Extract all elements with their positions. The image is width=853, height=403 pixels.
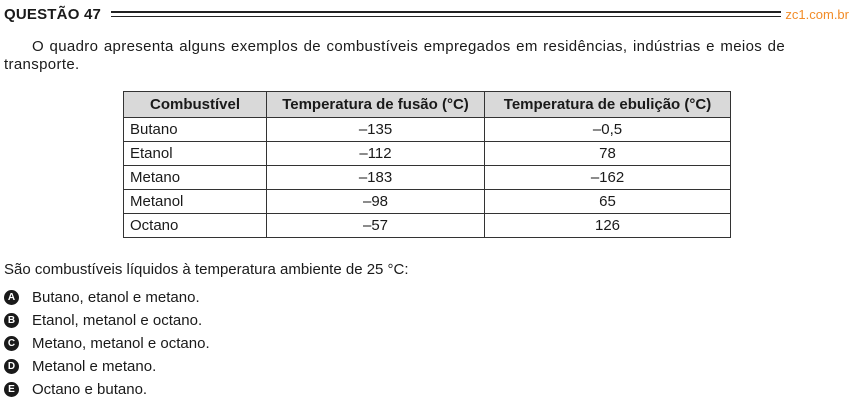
cell-fuel: Butano	[124, 118, 267, 142]
question-prompt: São combustíveis líquidos à temperatura ambiente de 25 °C:	[4, 261, 409, 278]
cell-boiling: 65	[485, 190, 731, 214]
cell-boiling: 126	[485, 214, 731, 238]
question-header	[4, 4, 849, 24]
table-row	[124, 190, 731, 214]
col-header-boiling: Temperatura de ebulição (°C)	[485, 92, 731, 118]
cell-fuel: Etanol	[124, 142, 267, 166]
cell-fuel: Octano	[124, 214, 267, 238]
option-text: Octano e butano.	[32, 381, 148, 398]
option-letter-badge: C	[4, 336, 19, 351]
option-e[interactable]	[4, 378, 210, 401]
cell-melting: –112	[267, 142, 485, 166]
option-text: Butano, etanol e metano.	[32, 289, 200, 306]
option-letter-badge: B	[4, 313, 19, 328]
option-d[interactable]	[4, 355, 210, 378]
cell-fuel: Metano	[124, 166, 267, 190]
table-row	[124, 214, 731, 238]
option-a[interactable]	[4, 286, 210, 309]
cell-boiling: –0,5	[485, 118, 731, 142]
cell-melting: –135	[267, 118, 485, 142]
question-number: QUESTÃO 47	[4, 5, 102, 23]
cell-boiling: –162	[485, 166, 731, 190]
intro-text: O quadro apresenta alguns exemplos de combustíveis empregados em residências, indústrias e meios de transporte.	[4, 38, 786, 73]
cell-melting: –57	[267, 214, 485, 238]
option-b[interactable]	[4, 309, 210, 332]
option-letter-badge: D	[4, 359, 19, 374]
option-letter-badge: E	[4, 382, 19, 397]
col-header-fuel: Combustível	[124, 92, 267, 118]
brand-link[interactable]: zc1.com.br	[785, 6, 849, 22]
cell-fuel: Metanol	[124, 190, 267, 214]
table-row	[124, 142, 731, 166]
option-letter-badge: A	[4, 290, 19, 305]
col-header-melting: Temperatura de fusão (°C)	[267, 92, 485, 118]
table-row	[124, 166, 731, 190]
option-c[interactable]	[4, 332, 210, 355]
cell-melting: –183	[267, 166, 485, 190]
header-divider	[111, 11, 781, 17]
option-text: Metanol e metano.	[32, 358, 157, 375]
option-text: Metano, metanol e octano.	[32, 335, 210, 352]
answer-options	[4, 286, 210, 401]
cell-boiling: 78	[485, 142, 731, 166]
fuel-table	[123, 91, 731, 238]
option-text: Etanol, metanol e octano.	[32, 312, 203, 329]
table-header-row	[124, 92, 731, 118]
table-row	[124, 118, 731, 142]
cell-melting: –98	[267, 190, 485, 214]
